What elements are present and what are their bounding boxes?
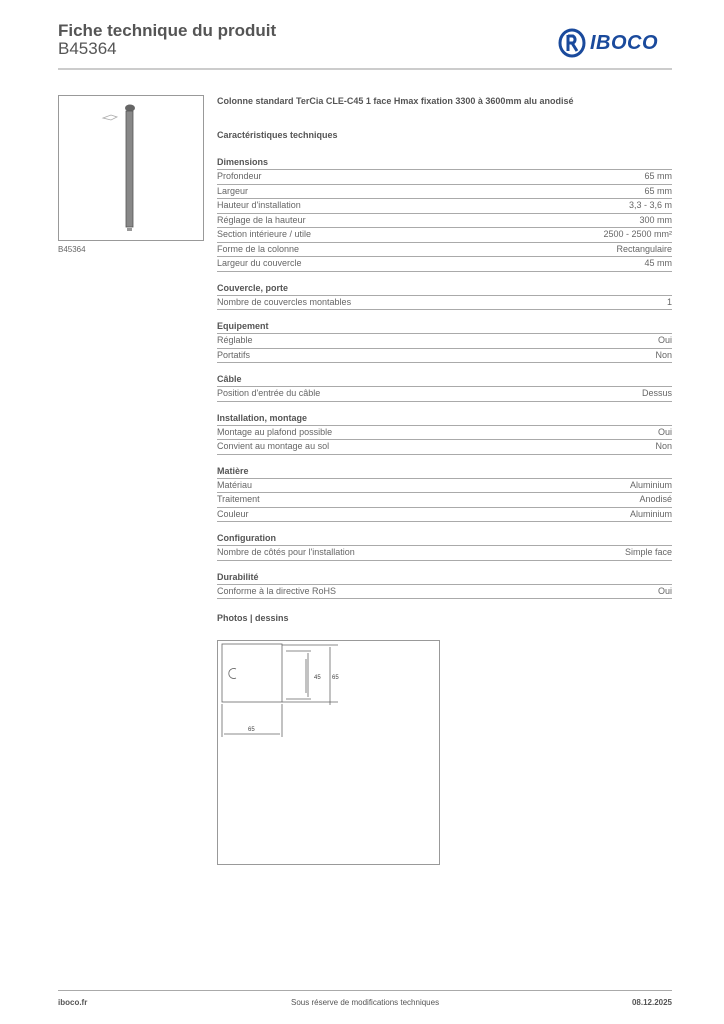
spec-label: Largeur du couvercle [217, 258, 302, 268]
spec-value: Anodisé [639, 494, 672, 504]
photos-title: Photos | dessins [217, 613, 289, 623]
footer-divider [58, 990, 672, 991]
spec-label: Nombre de côtés pour l'installation [217, 547, 355, 557]
spec-sections [217, 156, 672, 599]
spec-label: Portatifs [217, 349, 251, 360]
spec-label: Conforme à la directive RoHS [217, 585, 337, 596]
header-divider [58, 68, 672, 70]
dim-height: 65 [332, 675, 339, 681]
spec-label: Forme de la colonne [217, 243, 300, 254]
spec-label: Réglage de la hauteur [217, 214, 306, 225]
spec-value: 2500 - 2500 mm² [603, 229, 672, 239]
spec-section [217, 320, 672, 363]
spec-label: Largeur [217, 185, 249, 196]
dim-cover: 45 [314, 675, 321, 681]
spec-value: Aluminium [629, 508, 672, 519]
section-heading: Equipement [217, 320, 672, 334]
spec-value: 45 mm [644, 258, 672, 268]
section-heading: Dimensions [217, 156, 672, 170]
product-image [58, 95, 204, 241]
spec-value: Non [655, 349, 672, 360]
spec-value: Oui [657, 585, 672, 596]
spec-row [217, 349, 672, 364]
spec-row [217, 296, 672, 311]
spec-section [217, 282, 672, 311]
spec-content [217, 96, 672, 623]
spec-value: Rectangulaire [616, 243, 672, 254]
technical-drawing [217, 640, 440, 865]
spec-label: Réglable [217, 335, 253, 345]
spec-row [217, 546, 672, 561]
spec-value: 1 [666, 296, 672, 307]
spec-label: Traitement [217, 494, 260, 504]
spec-row [217, 426, 672, 441]
spec-value: Oui [657, 426, 672, 437]
logo-text: IBOCO [590, 31, 659, 54]
section-heading: Couvercle, porte [217, 282, 672, 296]
spec-value: Aluminium [629, 479, 672, 490]
section-heading: Durabilité [217, 571, 672, 585]
dim-width: 65 [248, 727, 255, 733]
spec-section [217, 465, 672, 523]
spec-row [217, 585, 672, 600]
section-heading: Matière [217, 465, 672, 479]
spec-label: Montage au plafond possible [217, 426, 333, 437]
footer-note: Sous réserve de modifications techniques [291, 998, 440, 1007]
spec-section [217, 571, 672, 600]
spec-section [217, 373, 672, 402]
spec-label: Position d'entrée du câble [217, 388, 321, 398]
spec-label: Couleur [217, 508, 249, 519]
iboco-logo [558, 28, 658, 58]
spec-row [217, 508, 672, 523]
spec-label: Convient au montage au sol [217, 441, 330, 451]
spec-value: 65 mm [644, 171, 672, 181]
spec-row [217, 257, 672, 272]
spec-row [217, 199, 672, 214]
chars-title: Caractéristiques techniques [217, 130, 338, 140]
spec-label: Hauteur d'installation [217, 200, 301, 210]
spec-label: Nombre de couvercles montables [217, 296, 352, 307]
spec-label: Profondeur [217, 171, 262, 181]
footer-site[interactable]: iboco.fr [58, 998, 88, 1007]
section-heading: Installation, montage [217, 412, 672, 426]
section-heading: Câble [217, 373, 672, 387]
spec-section [217, 412, 672, 455]
spec-value: Oui [657, 335, 672, 345]
spec-row [217, 334, 672, 349]
section-heading: Configuration [217, 532, 672, 546]
product-description: Colonne standard TerCia CLE-C45 1 face Hmax fixation 3300 à 3600mm alu anodisé [217, 96, 574, 106]
page-title: Fiche technique du produit [58, 21, 277, 40]
spec-row [217, 493, 672, 508]
footer-date: 08.12.2025 [631, 998, 672, 1007]
spec-value: 3,3 - 3,6 m [628, 200, 672, 210]
spec-label: Matériau [217, 479, 253, 490]
spec-row [217, 479, 672, 494]
spec-value: Non [655, 441, 672, 451]
spec-value: Simple face [624, 547, 672, 557]
spec-row [217, 440, 672, 455]
logo-icon [558, 28, 586, 58]
spec-value: 300 mm [639, 214, 672, 225]
spec-row [217, 185, 672, 200]
spec-value: Dessus [641, 388, 672, 398]
image-caption: B45364 [58, 245, 86, 254]
spec-label: Section intérieure / utile [217, 229, 312, 239]
spec-section [217, 532, 672, 561]
spec-value: 65 mm [644, 185, 672, 196]
spec-row [217, 228, 672, 243]
spec-row [217, 170, 672, 185]
spec-section [217, 156, 672, 272]
spec-row [217, 387, 672, 402]
product-code: B45364 [58, 39, 117, 58]
spec-row [217, 214, 672, 229]
spec-row [217, 243, 672, 258]
